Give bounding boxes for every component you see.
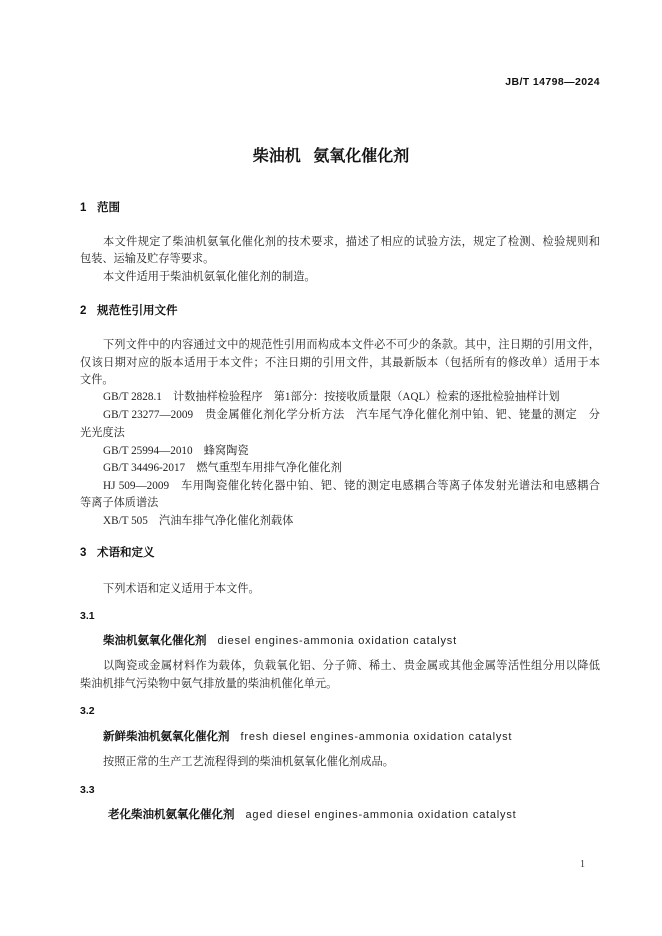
section-title: 规范性引用文件: [97, 305, 178, 317]
reference-item-continuation: 等离子体质谱法: [80, 497, 159, 509]
term-chinese: 柴油机氨氧化催化剂: [103, 635, 207, 647]
scope-paragraph-line: 包装、运输及贮存等要求。: [80, 253, 215, 265]
reference-item: HJ 509—2009 车用陶瓷催化转化器中铂、钯、铑的测定电感耦合等离子体发射光谱法和电感耦合: [103, 480, 600, 492]
term-entry: [103, 729, 512, 745]
term-english: aged diesel engines-ammonia oxidation catalyst: [245, 809, 517, 821]
term-chinese: 新鲜柴油机氨氧化催化剂: [103, 731, 230, 743]
page-number: 1: [580, 859, 585, 870]
term-chinese: 老化柴油机氨氧化催化剂: [108, 809, 235, 821]
term-entry: [103, 633, 457, 649]
term-english: diesel engines-ammonia oxidation catalyst: [217, 635, 457, 647]
term-entry: [108, 807, 517, 823]
references-intro-line: 仅该日期对应的版本适用于本文件；不注日期的引用文件，其最新版本（包括所有的修改单）适用于本: [80, 357, 600, 369]
reference-item: GB/T 34496-2017 燃气重型车用排气净化催化剂: [103, 462, 342, 474]
reference-item: XB/T 505 汽油车排气净化催化剂载体: [103, 515, 294, 527]
section-number: 3: [80, 547, 87, 559]
clause-number: 3.2: [80, 705, 95, 717]
reference-item: GB/T 25994—2010 蜂窝陶瓷: [103, 445, 249, 457]
section-number: 2: [80, 305, 87, 317]
term-english: fresh diesel engines-ammonia oxidation catalyst: [240, 731, 513, 743]
clause-number: 3.1: [80, 610, 95, 622]
section-title: 范围: [97, 202, 120, 214]
section-heading-references: [80, 303, 178, 319]
section-heading-scope: [80, 200, 120, 216]
term-definition-line: 按照正常的生产工艺流程得到的柴油机氨氧化催化剂成品。: [103, 756, 394, 768]
terms-intro: 下列术语和定义适用于本文件。: [103, 583, 260, 595]
section-title: 术语和定义: [97, 547, 155, 559]
scope-paragraph-line: 本文件规定了柴油机氨氧化催化剂的技术要求，描述了相应的试验方法，规定了检测、检验规则和: [103, 236, 600, 248]
section-number: 1: [80, 202, 87, 214]
term-definition-line: 以陶瓷或金属材料作为载体，负载氧化铝、分子筛、稀土、贵金属或其他金属等活性组分用以降低: [103, 660, 600, 672]
reference-item: GB/T 23277—2009 贵金属催化剂化学分析方法 汽车尾气净化催化剂中铂、钯、铑量的测定 分: [103, 409, 600, 421]
page-title: 柴油机 氨氧化催化剂: [252, 148, 410, 165]
reference-item: GB/T 2828.1 计数抽样检验程序 第1部分：按接收质量限（AQL）检索的逐批检验抽样计划: [103, 391, 560, 403]
clause-number: 3.3: [80, 784, 95, 796]
references-intro-line: 文件。: [80, 374, 114, 386]
section-heading-terms: [80, 545, 155, 561]
reference-item-continuation: 光光度法: [80, 427, 125, 439]
document-number: JB/T 14798—2024: [505, 76, 600, 88]
term-definition-line: 柴油机排气污染物中氨气排放量的柴油机催化单元。: [80, 678, 338, 690]
references-intro-line: 下列文件中的内容通过文中的规范性引用而构成本文件必不可少的条款。其中，注日期的引用文件，: [103, 339, 600, 351]
scope-paragraph-line: 本文件适用于柴油机氨氧化催化剂的制造。: [103, 271, 316, 283]
